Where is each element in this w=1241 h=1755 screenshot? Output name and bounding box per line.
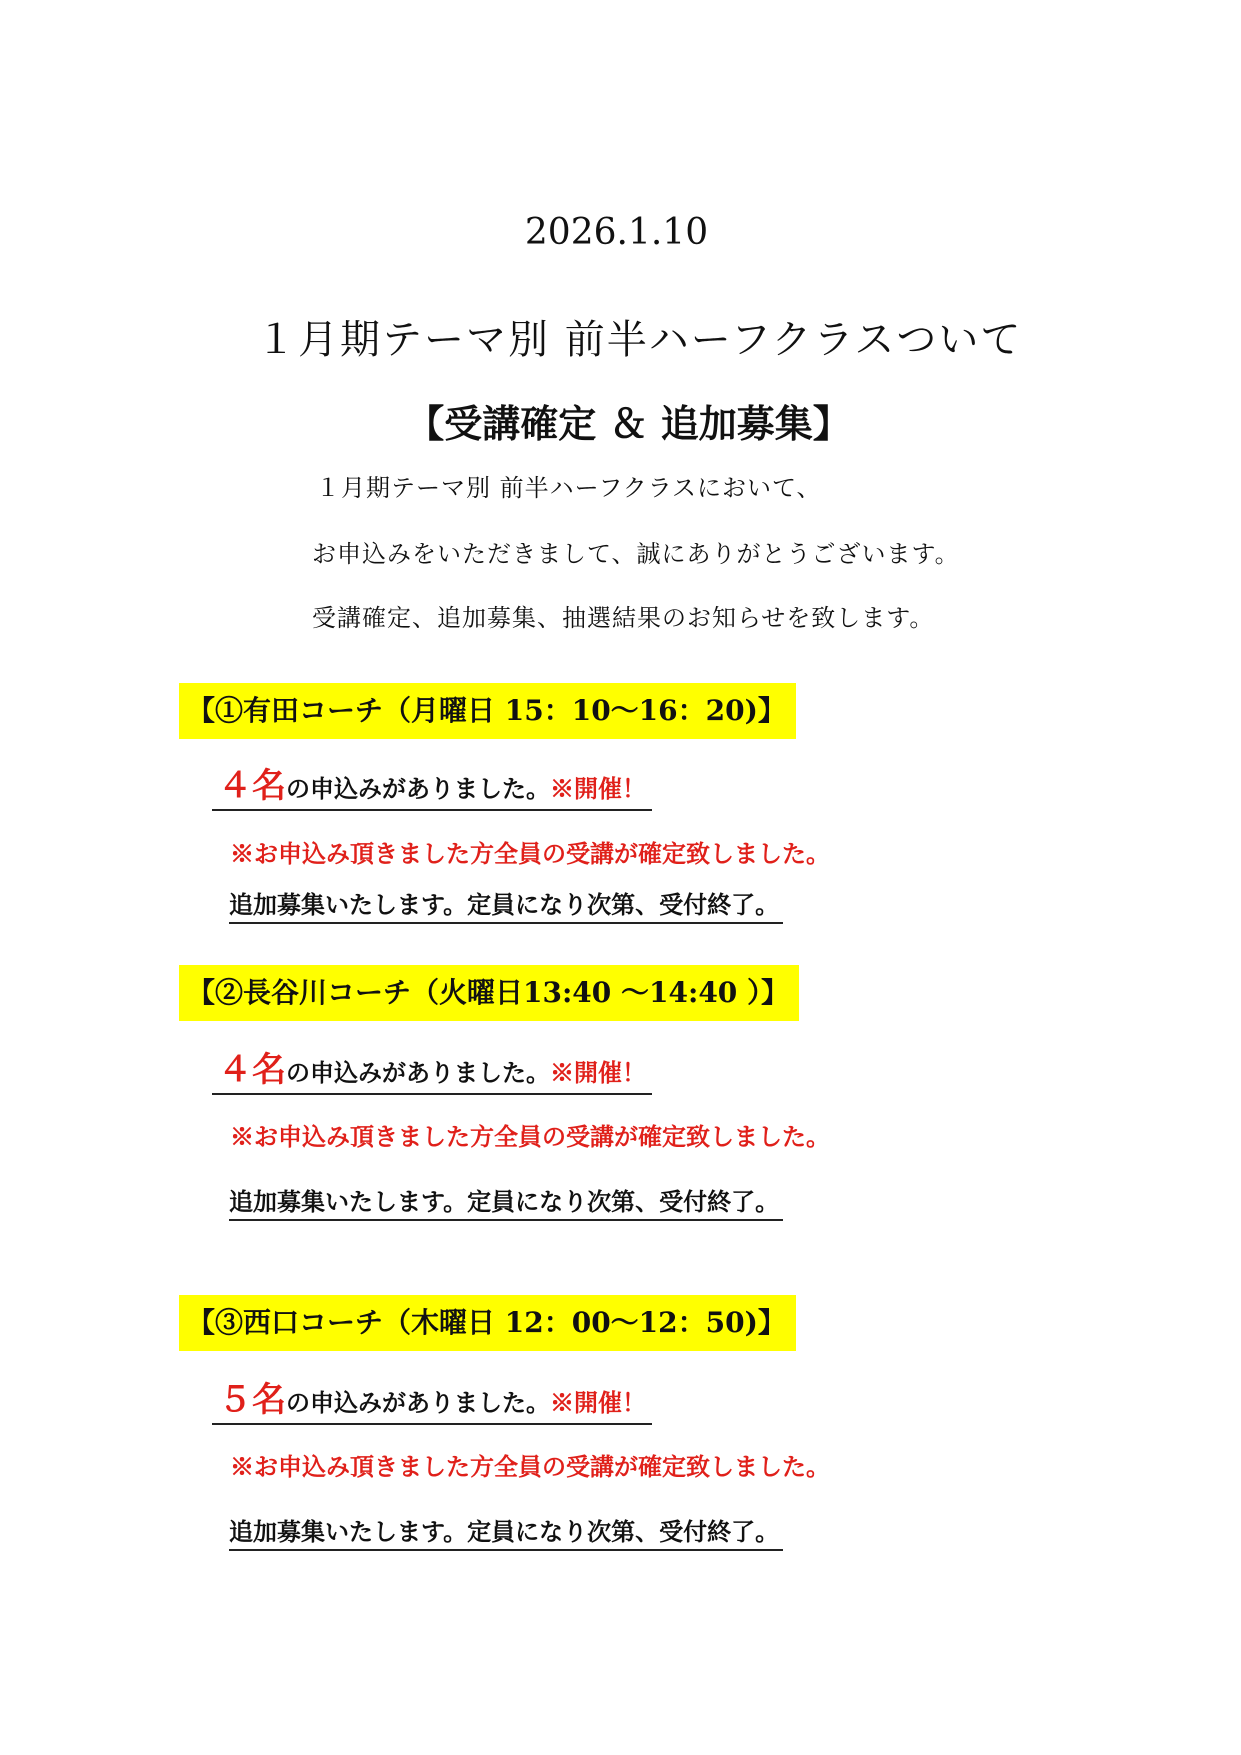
confirmation-note: ※お申込み頂きました方全員の受講が確定致しました。 xyxy=(230,839,830,868)
application-count: ５名 xyxy=(218,1380,286,1420)
notice-date: 2026.1.10 xyxy=(524,212,709,253)
held-status: ※開催！ xyxy=(550,774,646,803)
additional-recruitment-note: 追加募集いたします。定員になり次第、受付終了。 xyxy=(229,1182,783,1221)
application-count-line xyxy=(212,758,652,811)
intro-line-3: 受講確定、追加募集、抽選結果のお知らせを致します。 xyxy=(312,604,935,632)
intro-line-1: １月期テーマ別 前半ハーフクラスにおいて、 xyxy=(316,474,822,502)
application-count-line xyxy=(212,1042,652,1095)
application-count-line xyxy=(212,1372,652,1425)
application-count-text: の申込みがありました。 xyxy=(286,1388,550,1417)
section-heading-nishiguchi: 【③西口コーチ（木曜日 12：00～12：50)】 xyxy=(179,1295,796,1351)
held-status: ※開催！ xyxy=(550,1058,646,1087)
confirmation-note: ※お申込み頂きました方全員の受講が確定致しました。 xyxy=(230,1452,830,1481)
notice-subtitle: 【受講確定 ＆ 追加募集】 xyxy=(406,401,851,446)
held-status: ※開催！ xyxy=(550,1388,646,1417)
application-count: ４名 xyxy=(218,1050,286,1090)
notice-title: １月期テーマ別 前半ハーフクラスついて xyxy=(256,317,1023,363)
additional-recruitment-note: 追加募集いたします。定員になり次第、受付終了。 xyxy=(229,1512,783,1551)
section-heading-arita: 【①有田コーチ（月曜日 15：10～16：20)】 xyxy=(179,683,796,739)
application-count-text: の申込みがありました。 xyxy=(286,774,550,803)
additional-recruitment-note: 追加募集いたします。定員になり次第、受付終了。 xyxy=(229,885,783,924)
confirmation-note: ※お申込み頂きました方全員の受講が確定致しました。 xyxy=(230,1122,830,1151)
application-count-text: の申込みがありました。 xyxy=(286,1058,550,1087)
section-heading-hasegawa: 【②長谷川コーチ（火曜日13:40 ～14:40 ）】 xyxy=(179,965,799,1021)
application-count: ４名 xyxy=(218,766,286,806)
intro-line-2: お申込みをいただきまして、誠にありがとうございます。 xyxy=(312,540,960,568)
